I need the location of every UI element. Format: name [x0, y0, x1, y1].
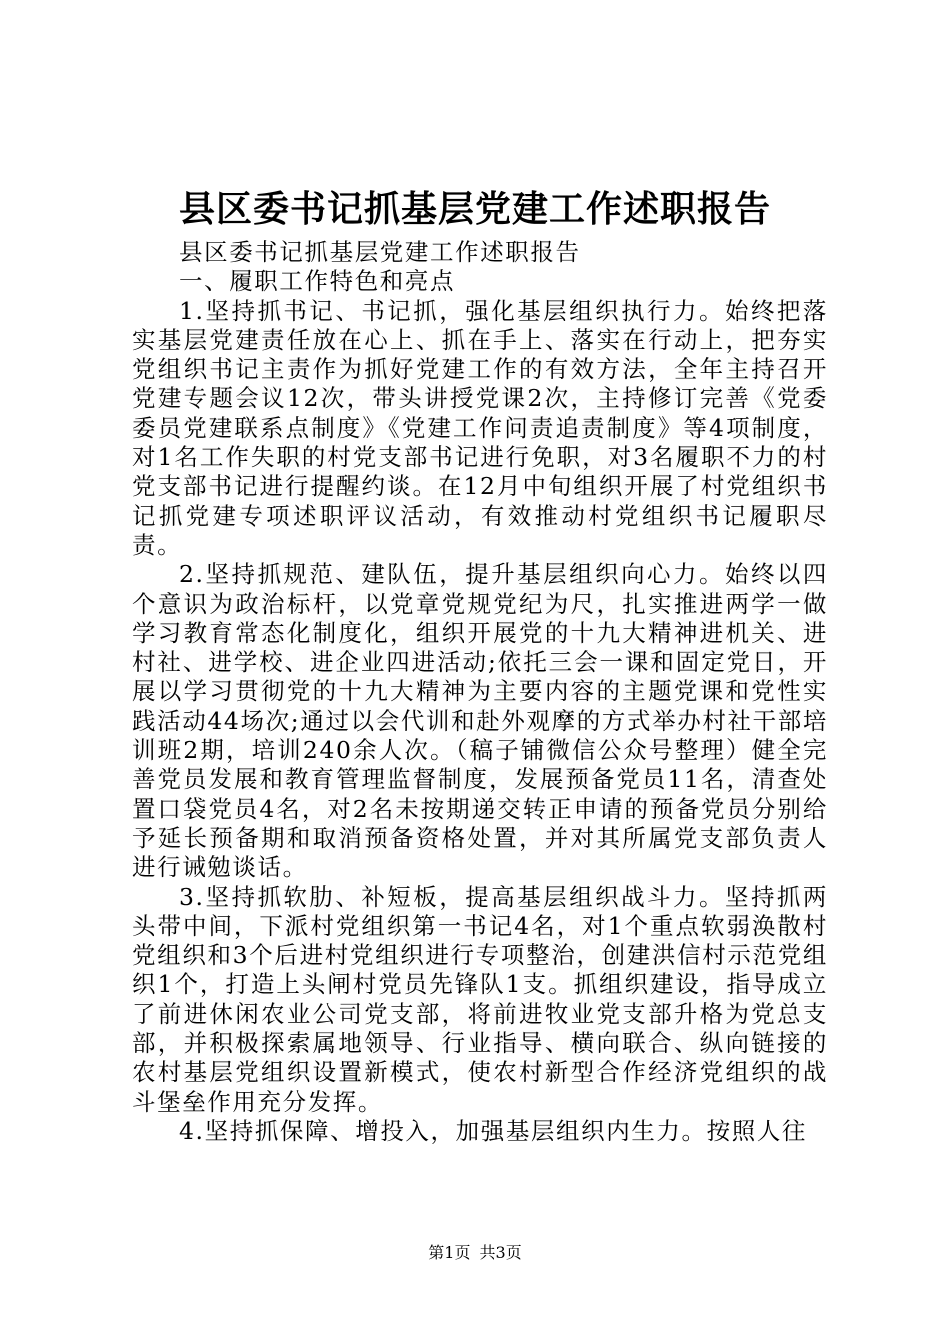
paragraph-subtitle: 县区委书记抓基层党建工作述职报告 — [179, 238, 581, 266]
page-number-total: 共3页 — [479, 1243, 522, 1262]
document-body — [132, 238, 828, 1146]
paragraph-section-heading: 一、履职工作特色和亮点 — [179, 267, 456, 296]
paragraph-item-4: 4.坚持抓保障、增投入，加强基层组织内生力。按照人往 — [179, 1116, 808, 1145]
document-title: 县区委书记抓基层党建工作述职报告 — [178, 188, 771, 230]
paragraph-item-1: 1.坚持抓书记、书记抓，强化基层组织执行力。始终把落实基层党建责任放在心上、抓在手上、落实在行动上，把夯实党组织书记主责作为抓好党建工作的有效方法，全年主持召开党建专题会议12次，带头讲授党课2次，主持修订完善《党委委员党建联系点制度》《党建工作问责追责制度》等4项制度，对1名工作失职的村党支部书记进行免职，对3名履职不力的村党支部书记进行提醒约谈。在12月中旬组织开展了村党组织书记抓党建专项述职评议活动，有效推动村党组织书记履职尽责。 — [132, 296, 828, 559]
paragraph-item-2: 2.坚持抓规范、建队伍，提升基层组织向心力。始终以四个意识为政治标杆，以党章党规党纪为尺，扎实推进两学一做学习教育常态化制度化，组织开展党的十九大精神进机关、进村社、进学校、进企业四进活动;依托三会一课和固定党日，开展以学习贯彻党的十九大精神为主要内容的主题党课和党性实践活动44场次;通过以会代训和赴外观摩的方式举办村社干部培训班2期，培训240余人次。（稿子铺微信公众号整理）健全完善党员发展和教育管理监督制度，发展预备党员11名，清查处置口袋党员4名，对2名未按期递交转正申请的预备党员分别给予延长预备期和取消预备资格处置，并对其所属党支部负责人进行诫勉谈话。 — [132, 560, 828, 882]
page-number-current: 第1页 — [428, 1243, 471, 1262]
paragraph-item-3: 3.坚持抓软肋、补短板，提高基层组织战斗力。坚持抓两头带中间，下派村党组织第一书记4名，对1个重点软弱涣散村党组织和3个后进村党组织进行专项整治，创建洪信村示范党组织1个，打造上头闸村党员先锋队1支。抓组织建设，指导成立了前进休闲农业公司党支部，将前进牧业党支部升格为党总支部，并积极探索属地领导、行业指导、横向联合、纵向链接的农村基层党组织设置新模式，使农村新型合作经济党组织的战斗堡垒作用充分发挥。 — [132, 882, 828, 1116]
page-footer — [0, 1242, 950, 1264]
